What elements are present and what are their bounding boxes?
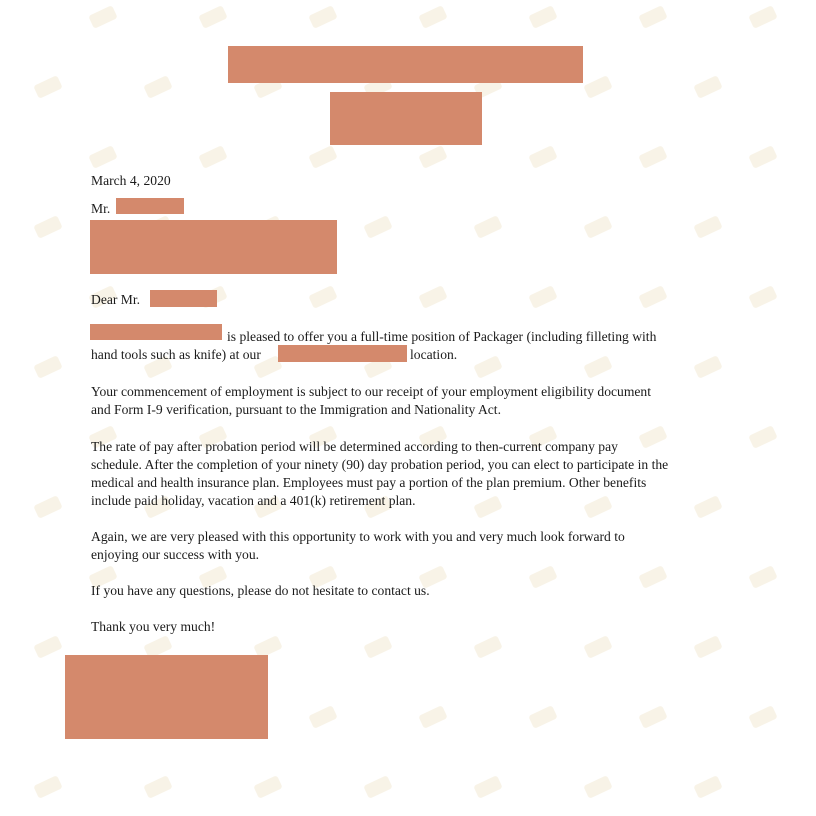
watermark-mark bbox=[418, 285, 447, 309]
redacted-company-name bbox=[228, 46, 583, 83]
closing: Thank you very much! bbox=[91, 619, 216, 634]
watermark-mark bbox=[308, 5, 337, 29]
watermark-mark bbox=[33, 355, 62, 379]
recipient-prefix: Mr. bbox=[91, 201, 111, 216]
watermark-mark bbox=[418, 705, 447, 729]
watermark-mark bbox=[638, 425, 667, 449]
watermark-mark bbox=[638, 145, 667, 169]
offer-line-2-start: hand tools such as knife) at our bbox=[91, 347, 261, 362]
watermark-mark bbox=[308, 285, 337, 309]
watermark-mark bbox=[638, 705, 667, 729]
watermark-mark bbox=[583, 775, 612, 799]
redacted-work-location bbox=[278, 345, 407, 362]
para5: If you have any questions, please do not hesitate to contact us. bbox=[91, 583, 430, 598]
para4-line-2: enjoying our success with you. bbox=[91, 547, 260, 562]
watermark-mark bbox=[638, 285, 667, 309]
offer-line-2-end: location. bbox=[410, 347, 458, 362]
watermark-mark bbox=[473, 495, 502, 519]
watermark-mark bbox=[748, 5, 777, 29]
watermark-mark bbox=[748, 425, 777, 449]
watermark-mark bbox=[33, 635, 62, 659]
watermark-mark bbox=[253, 775, 282, 799]
watermark-mark bbox=[363, 635, 392, 659]
watermark-mark bbox=[418, 145, 447, 169]
watermark-mark bbox=[198, 145, 227, 169]
para2-line-2: and Form I-9 verification, pursuant to the Immigration and Nationality Act. bbox=[91, 402, 501, 417]
watermark-mark bbox=[363, 215, 392, 239]
watermark-mark bbox=[308, 145, 337, 169]
watermark-mark bbox=[748, 565, 777, 589]
watermark-mark bbox=[528, 705, 557, 729]
letter-date: March 4, 2020 bbox=[91, 173, 171, 188]
watermark-mark bbox=[583, 355, 612, 379]
watermark-mark bbox=[473, 635, 502, 659]
watermark-mark bbox=[418, 5, 447, 29]
offer-line-1: is pleased to offer you a full-time position of Packager (including filleting with bbox=[227, 329, 657, 344]
watermark-mark bbox=[528, 565, 557, 589]
watermark-mark bbox=[33, 75, 62, 99]
redacted-signature-block bbox=[65, 655, 268, 739]
watermark-mark bbox=[693, 355, 722, 379]
watermark-mark bbox=[748, 145, 777, 169]
watermark-mark bbox=[198, 5, 227, 29]
watermark-mark bbox=[363, 775, 392, 799]
watermark-mark bbox=[638, 565, 667, 589]
redacted-salutation-name bbox=[150, 290, 217, 307]
watermark-mark bbox=[473, 215, 502, 239]
watermark-mark bbox=[143, 75, 172, 99]
para4-line-1: Again, we are very pleased with this opportunity to work with you and very much look forward to bbox=[91, 529, 625, 544]
watermark-mark bbox=[638, 5, 667, 29]
salutation: Dear Mr. bbox=[91, 292, 141, 307]
watermark-mark bbox=[308, 705, 337, 729]
watermark-mark bbox=[143, 775, 172, 799]
para2-line-1: Your commencement of employment is subject to our receipt of your employment eligibility document bbox=[91, 384, 651, 399]
redacted-company-address bbox=[330, 92, 482, 145]
watermark-mark bbox=[33, 215, 62, 239]
watermark-mark bbox=[528, 5, 557, 29]
watermark-mark bbox=[528, 285, 557, 309]
para3-line-1: The rate of pay after probation period will be determined according to then-current company pay bbox=[91, 439, 618, 454]
watermark-mark bbox=[88, 5, 117, 29]
watermark-mark bbox=[473, 775, 502, 799]
watermark-mark bbox=[693, 775, 722, 799]
watermark-mark bbox=[473, 355, 502, 379]
watermark-mark bbox=[748, 705, 777, 729]
watermark-mark bbox=[583, 215, 612, 239]
watermark-mark bbox=[748, 285, 777, 309]
watermark-mark bbox=[693, 495, 722, 519]
watermark-mark bbox=[528, 145, 557, 169]
para3-line-3: medical and health insurance plan. Employees must pay a portion of the plan premium. Other benefits bbox=[91, 475, 647, 490]
para3-line-2: schedule. After the completion of your ninety (90) day probation period, you can elect to participate in the bbox=[91, 457, 669, 472]
watermark-mark bbox=[88, 145, 117, 169]
watermark-mark bbox=[583, 495, 612, 519]
watermark-mark bbox=[693, 215, 722, 239]
redacted-employer-name bbox=[90, 324, 222, 340]
watermark-mark bbox=[693, 635, 722, 659]
watermark-mark bbox=[693, 75, 722, 99]
watermark-mark bbox=[583, 75, 612, 99]
watermark-mark bbox=[33, 775, 62, 799]
redacted-recipient-name bbox=[116, 198, 184, 214]
watermark-mark bbox=[583, 635, 612, 659]
watermark-mark bbox=[33, 495, 62, 519]
redacted-recipient-address bbox=[90, 220, 337, 274]
para3-line-4: include paid holiday, vacation and a 401(k) retirement plan. bbox=[91, 493, 416, 508]
